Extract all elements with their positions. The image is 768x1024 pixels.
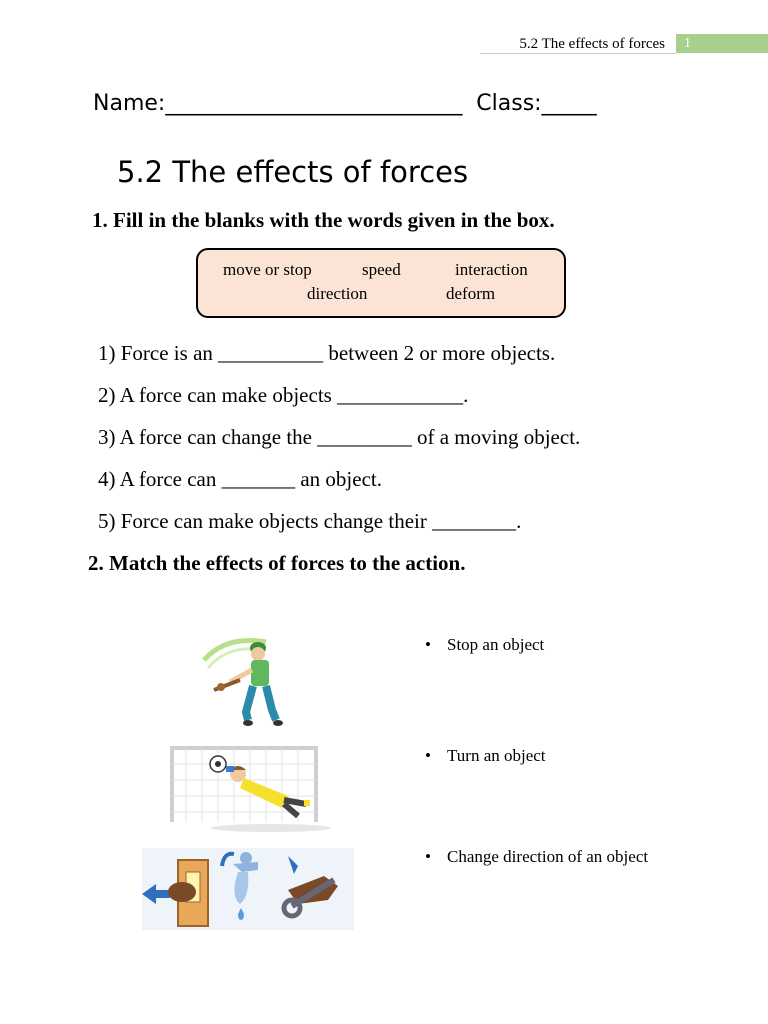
word-box (196, 248, 566, 318)
bullet-dot: • (425, 635, 431, 654)
header-rule (480, 53, 676, 54)
question-1-heading: 1. Fill in the blanks with the words given in the box. (92, 208, 555, 232)
baseball-batter-image (196, 630, 306, 730)
sentence-5: 5) Force can make objects change their ________. (98, 509, 522, 533)
sentence-4: 4) A force can _______ an object. (98, 467, 382, 491)
sentence-2: 2) A force can make objects ____________. (98, 383, 469, 407)
name-class-line: Name:___________________________ Class:_____ (93, 91, 597, 116)
sentence-1: 1) Force is an __________ between 2 or more objects. (98, 341, 556, 365)
word-interaction: interaction (455, 260, 528, 279)
word-move-or-stop: move or stop (223, 260, 312, 279)
effect-stop-an-object (425, 634, 544, 656)
turning-handles-image (138, 846, 358, 932)
page-title: 5.2 The effects of forces (117, 155, 469, 189)
effect-change-direction (425, 846, 648, 868)
word-deform: deform (446, 284, 496, 303)
goalkeeper-save-image (166, 744, 336, 834)
bullet-dot: • (425, 746, 431, 765)
sentence-3: 3) A force can change the _________ of a moving object. (98, 425, 581, 449)
effect-label: Turn an object (447, 746, 546, 765)
effect-label: Stop an object (447, 635, 545, 654)
question-2-heading: 2. Match the effects of forces to the action. (88, 551, 466, 575)
effect-turn-an-object (425, 745, 546, 767)
header-title: 5.2 The effects of forces (519, 36, 665, 52)
word-direction: direction (307, 284, 368, 303)
page-number-badge: 1 (676, 34, 768, 53)
word-speed: speed (362, 260, 401, 279)
bullet-dot: • (425, 847, 431, 866)
effect-label: Change direction of an object (447, 847, 649, 866)
